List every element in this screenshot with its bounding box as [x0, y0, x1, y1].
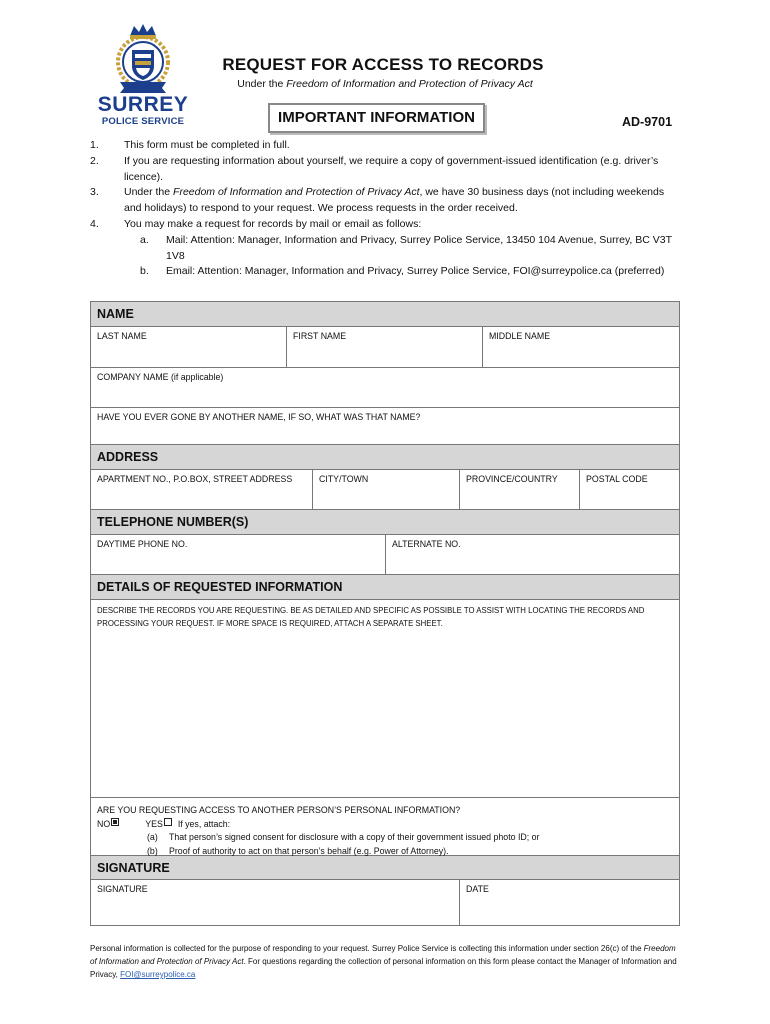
privacy-notice: Personal information is collected for the purpose of responding to your request. Surrey Police Service is collecting this information under section 26(c) of the Freedom of Information and Protection of Privacy Act. For questions regarding the collection of personal information on this form please contact the Manager of Information and Privacy, FOI@surreypolice.ca: [90, 944, 677, 979]
logo-name: SURREY: [97, 93, 189, 116]
yes-option-label: YES: [145, 818, 163, 829]
if-yes-label: If yes, attach:: [177, 818, 231, 829]
instruction-item: 1. This form must be completed in full.: [90, 139, 290, 151]
postal-code-field[interactable]: POSTAL CODE: [586, 474, 648, 484]
other-name-field[interactable]: HAVE YOU EVER GONE BY ANOTHER NAME, IF SO, WHAT WAS THAT NAME?: [97, 412, 421, 422]
no-option-label: NO: [97, 818, 111, 829]
important-information-heading: IMPORTANT INFORMATION: [268, 103, 485, 133]
section-header-address: ADDRESS: [91, 445, 679, 470]
section-header-details: DETAILS OF REQUESTED INFORMATION: [91, 575, 679, 600]
company-name-field[interactable]: COMPANY NAME (if applicable): [97, 372, 224, 382]
signature-field[interactable]: SIGNATURE: [91, 880, 460, 925]
daytime-phone-field[interactable]: DAYTIME PHONE NO.: [91, 535, 386, 574]
instruction-item: 2. If you are requesting information about yourself, we require a copy of government-issued identification (e.g. driver’s licence).: [90, 154, 659, 183]
details-field[interactable]: DESCRIBE THE RECORDS YOU ARE REQUESTING. BE AS DETAILED AND SPECIFIC AS POSSIBLE TO ASSIST WITH LOCATING THE RECORDS AND PROCESSING YOUR REQUEST. IF MORE SPACE IS REQUIRED, ATTACH A SEPARATE SHEET.: [91, 600, 679, 798]
consent-question: ARE YOU REQUESTING ACCESS TO ANOTHER PERSON’S PERSONAL INFORMATION?: [97, 805, 461, 815]
date-field[interactable]: DATE: [466, 884, 489, 894]
province-country-field[interactable]: PROVINCE/COUNTRY: [460, 470, 580, 509]
first-name-field[interactable]: FIRST NAME: [287, 327, 483, 367]
surrey-police-logo: [96, 22, 190, 128]
consent-item: (b) Proof of authority to act on that person’s behalf (e.g. Power of Attorney).: [147, 845, 449, 856]
third-party-consent: [91, 798, 679, 855]
instructions-list: [90, 138, 680, 280]
instruction-item: 3. Under the Freedom of Information and Protection of Privacy Act, we have 30 business days (not including weekends and holidays) to respond to your request. We process requests in the order received.: [90, 186, 665, 215]
request-form: [90, 301, 680, 926]
section-header-name: NAME: [91, 302, 679, 327]
section-header-signature: SIGNATURE: [91, 855, 679, 880]
no-checkbox[interactable]: [111, 818, 119, 826]
consent-item: (a) That person’s signed consent for disclosure with a copy of their government issued photo ID; or: [147, 832, 540, 842]
alternate-phone-field[interactable]: ALTERNATE NO.: [392, 539, 461, 549]
form-code: AD-9701: [622, 115, 673, 129]
instruction-subitem-email: b. Email: Attention: Manager, Information and Privacy, Surrey Police Service, FOI@surreypolice.ca (preferred): [140, 265, 665, 278]
section-header-telephone: TELEPHONE NUMBER(S): [91, 510, 679, 535]
instruction-item: 4. You may make a request for records by mail or email as follows:: [90, 217, 422, 230]
street-address-field[interactable]: APARTMENT NO., P.O.BOX, STREET ADDRESS: [91, 470, 313, 509]
instruction-subitem-mail: a. Mail: Attention: Manager, Information and Privacy, Surrey Police Service, 13450 104 Avenue, Surrey, BC V3T 1V8: [140, 233, 672, 262]
last-name-field[interactable]: LAST NAME: [91, 327, 287, 367]
yes-checkbox[interactable]: [164, 818, 172, 826]
form-title: REQUEST FOR ACCESS TO RECORDS: [222, 55, 544, 74]
city-field[interactable]: CITY/TOWN: [313, 470, 460, 509]
middle-name-field[interactable]: MIDDLE NAME: [489, 331, 551, 341]
foi-email-link[interactable]: FOI@surreypolice.ca: [120, 970, 196, 979]
police-crest-icon: [114, 22, 172, 94]
form-subtitle: Under the Freedom of Information and Protection of Privacy Act: [237, 78, 533, 90]
logo-subtitle: POLICE SERVICE: [101, 116, 185, 127]
